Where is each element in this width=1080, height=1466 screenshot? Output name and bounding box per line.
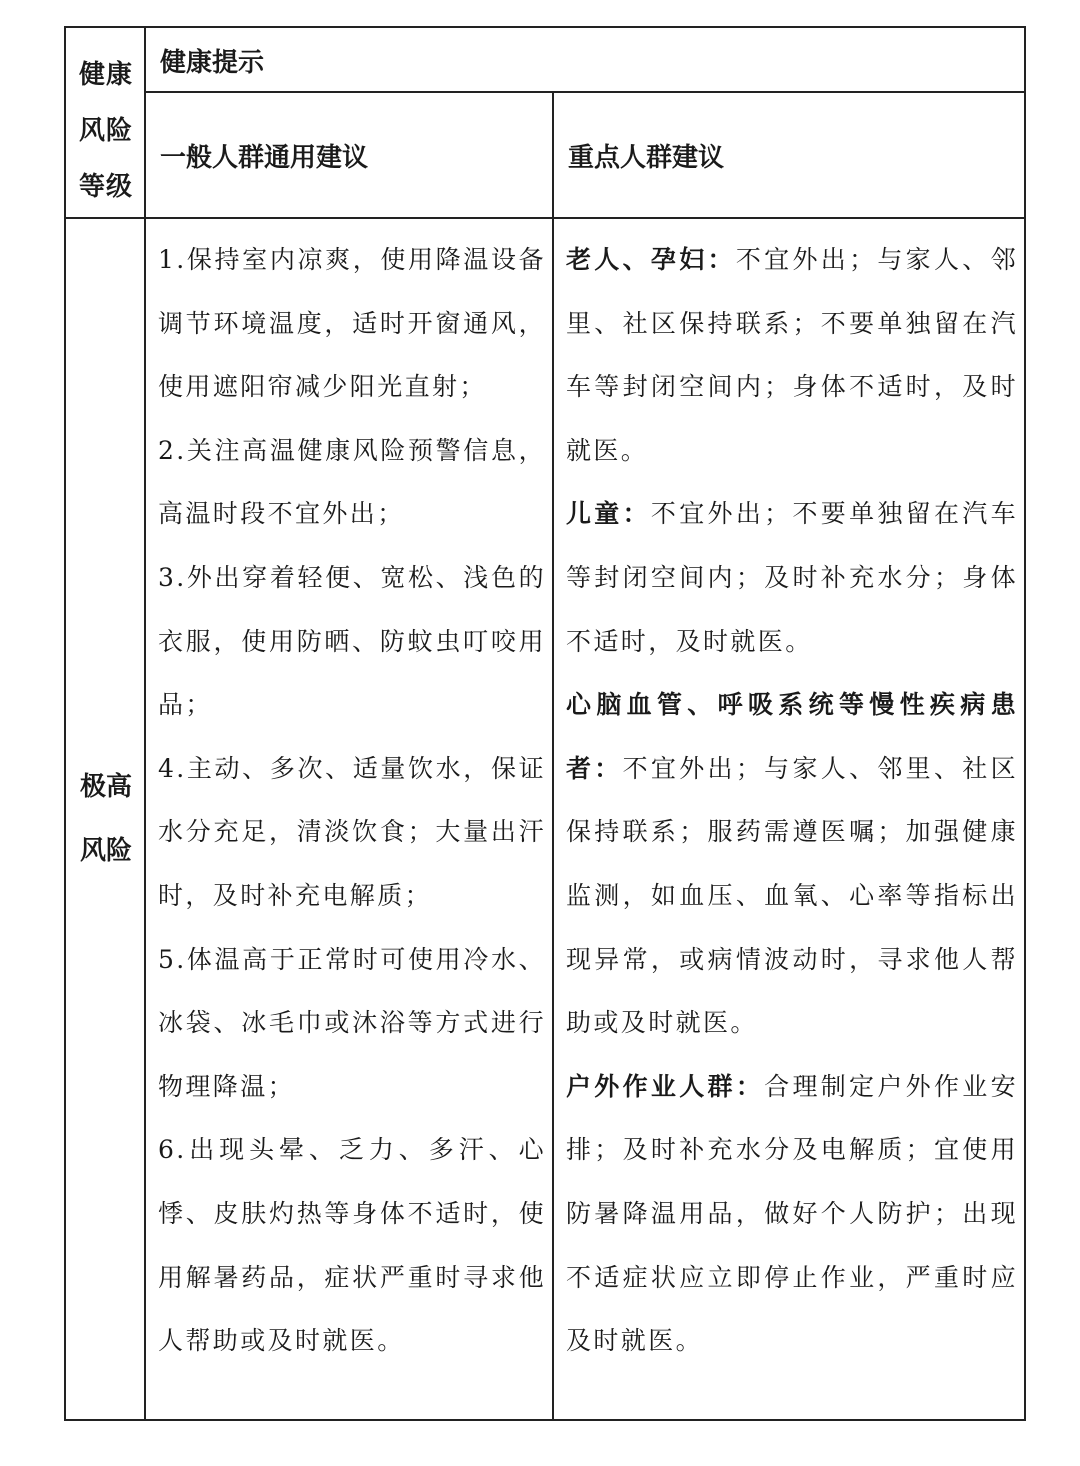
health-advice-table bbox=[64, 26, 1026, 1421]
col-divider-2 bbox=[552, 92, 554, 1419]
general-advice-item: 4.主动、多次、适量饮水，保证水分充足，清淡饮食；大量出汗时，及时补充电解质； bbox=[158, 753, 546, 910]
group-label-elderly-pregnant: 老人、孕妇： bbox=[566, 245, 736, 274]
general-population-header: 一般人群通用建议 bbox=[160, 142, 369, 173]
general-advice-item: 6.出现头晕、乏力、多汗、心悸、皮肤灼热等身体不适时，使用解暑药品，症状严重时寻求他人帮助或及时就医。 bbox=[158, 1135, 546, 1356]
level-header-line-1: 健康 bbox=[78, 59, 133, 90]
key-advice-group bbox=[566, 482, 1018, 673]
group-text-outdoor-workers: 合理制定户外作业安排；及时补充水分及电解质；宜使用防暑降温用品，做好个人防护；出现不适症状应立即停止作业，严重时应及时就医。 bbox=[566, 1071, 1018, 1356]
group-text-children: 不宜外出；不要单独留在汽车等封闭空间内；及时补充水分；身体不适时，及时就医。 bbox=[566, 499, 1018, 656]
level-header-line-3: 等级 bbox=[78, 171, 133, 202]
key-advice-group bbox=[566, 673, 1018, 1055]
risk-level-header bbox=[66, 28, 146, 218]
level-header-line-2: 风险 bbox=[78, 115, 133, 146]
group-text-elderly-pregnant: 不宜外出；与家人、邻里、社区保持联系；不要单独留在汽车等封闭空间内；身体不适时，及时就医。 bbox=[566, 245, 1018, 465]
group-label-children: 儿童： bbox=[566, 499, 651, 529]
general-advice-item: 2.关注高温健康风险预警信息，高温时段不宜外出； bbox=[158, 435, 546, 529]
general-advice-item: 3.外出穿着轻便、宽松、浅色的衣服，使用防晒、防蚊虫叮咬用品； bbox=[158, 562, 546, 720]
key-advice-group bbox=[566, 1055, 1018, 1373]
key-population-header: 重点人群建议 bbox=[568, 142, 725, 173]
key-advice-group bbox=[566, 228, 1018, 482]
group-label-chronic-patients: 心脑血管、呼吸系统等慢性疾病患者： bbox=[566, 690, 1018, 783]
key-advice-list bbox=[566, 228, 1018, 1373]
risk-level-value bbox=[66, 218, 146, 1419]
general-advice-list bbox=[158, 228, 546, 1373]
risk-level-line-2: 风险 bbox=[79, 835, 132, 866]
general-advice-item: 5.体温高于正常时可使用冷水、冰袋、冰毛巾或沐浴等方式进行物理降温； bbox=[158, 944, 546, 1101]
group-text-chronic-patients: 不宜外出；与家人、邻里、社区保持联系；服药需遵医嘱；加强健康监测，如血压、血氧、心率等指标出现异常，或病情波动时，寻求他人帮助或及时就医。 bbox=[566, 753, 1018, 1038]
group-label-outdoor-workers: 户外作业人群： bbox=[566, 1071, 765, 1101]
general-advice-item: 1.保持室内凉爽，使用降温设备调节环境温度，适时开窗通风，使用遮阳帘减少阳光直射； bbox=[158, 245, 546, 402]
risk-level-line-1: 极高 bbox=[79, 771, 132, 802]
health-tip-header: 健康提示 bbox=[160, 47, 265, 78]
